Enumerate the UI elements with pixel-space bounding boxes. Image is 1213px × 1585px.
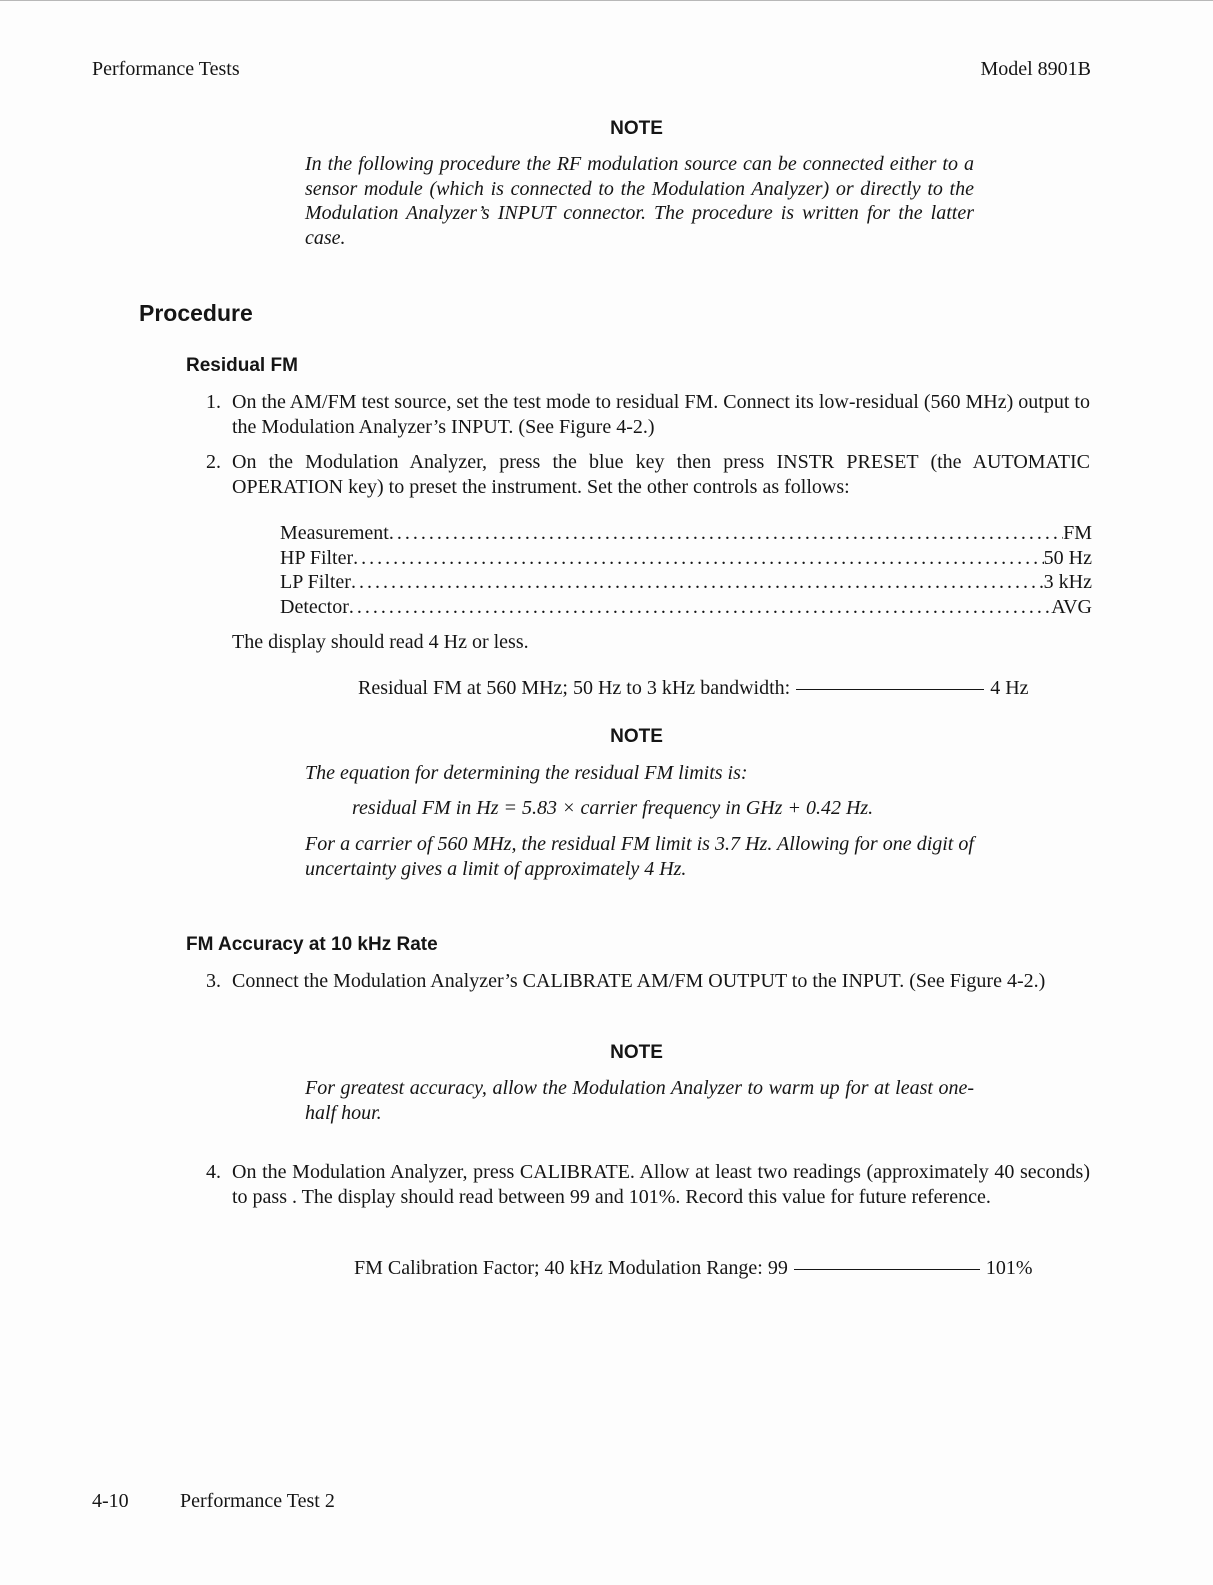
setting-name: Detector <box>280 595 349 618</box>
setting-value: FM <box>1063 522 1092 544</box>
step-text: On the Modulation Analyzer, press the blue key then press INSTR PRESET (the AUTOMATIC OPERATION key) to preset the instrument. Set the other controls as follows: <box>232 451 1090 498</box>
procedure-step <box>206 1160 1090 1209</box>
dot-leader <box>389 521 1063 546</box>
header-right: Model 8901B <box>980 58 1091 80</box>
note-formula: residual FM in Hz = 5.83 × carrier frequency in GHz + 0.42 Hz. <box>352 797 874 819</box>
setting-name: LP Filter <box>280 571 351 593</box>
procedure-step <box>206 450 1090 499</box>
spec-line <box>358 677 1029 700</box>
spec-label: FM Calibration Factor; 40 kHz Modulation Range: 99 <box>354 1257 788 1279</box>
step-number: 2. <box>206 451 221 473</box>
section-heading: Procedure <box>139 300 253 326</box>
setting-row <box>280 546 1092 571</box>
step-text: On the Modulation Analyzer, press CALIBRATE. Allow at least two readings (approximately 40 seconds) to pass . The display should read between 99 and 101%. Record this value for future reference. <box>232 1161 1090 1208</box>
note-intro: The equation for determining the residual FM limits is: <box>305 762 748 784</box>
step-number: 3. <box>206 970 221 992</box>
procedure-step <box>206 390 1090 439</box>
setting-name: HP Filter <box>280 546 354 569</box>
dot-leader <box>353 546 1044 571</box>
footer-title: Performance Test 2 <box>180 1490 335 1512</box>
note-label: NOTE <box>610 118 663 139</box>
setting-row <box>280 521 1092 546</box>
step-text: Connect the Modulation Analyzer’s CALIBRATE AM/FM OUTPUT to the INPUT. (See Figure 4-2.) <box>232 970 1046 992</box>
page-number: 4-10 <box>92 1490 129 1512</box>
step-number: 4. <box>206 1161 221 1183</box>
step-text: On the AM/FM test source, set the test mode to residual FM. Connect its low-residual (560 MHz) output to the Modulation Analyzer’s INPUT. (See Figure 4-2.) <box>232 391 1090 438</box>
spec-line <box>354 1257 1033 1280</box>
subsection-heading: FM Accuracy at 10 kHz Rate <box>186 934 438 955</box>
note-label: NOTE <box>610 726 663 747</box>
settings-list <box>280 521 1092 619</box>
note-label: NOTE <box>610 1042 663 1063</box>
spec-max: 101% <box>985 1257 1033 1279</box>
note-text: For greatest accuracy, allow the Modulation Analyzer to warm up for at least one-half hour. <box>305 1077 974 1124</box>
procedure-step <box>206 969 1090 994</box>
note-text: In the following procedure the RF modulation source can be connected either to a sensor module (which is connected to the Modulation Analyzer) or directly to the Modulation Analyzer’s INPUT connector. The procedure is written for the latter case. <box>305 153 974 249</box>
step-number: 1. <box>206 391 221 413</box>
subsection-heading: Residual FM <box>186 355 298 376</box>
dot-leader <box>349 595 1051 620</box>
setting-row <box>280 595 1092 620</box>
page-top-rule <box>0 0 1213 1</box>
setting-name: Measurement <box>280 522 389 544</box>
record-blank <box>796 688 984 690</box>
setting-value: 3 kHz <box>1043 571 1092 593</box>
header-left: Performance Tests <box>92 58 240 80</box>
display-instruction: The display should read 4 Hz or less. <box>232 631 529 653</box>
setting-value: 50 Hz <box>1043 546 1092 569</box>
setting-row <box>280 570 1092 595</box>
note-text: For a carrier of 560 MHz, the residual FM limit is 3.7 Hz. Allowing for one digit of uncertainty gives a limit of approximately 4 Hz. <box>305 833 974 880</box>
dot-leader <box>351 570 1044 595</box>
record-blank <box>794 1268 980 1270</box>
spec-label: Residual FM at 560 MHz; 50 Hz to 3 kHz bandwidth: <box>358 677 791 699</box>
spec-max: 4 Hz <box>990 677 1029 699</box>
setting-value: AVG <box>1051 595 1092 618</box>
